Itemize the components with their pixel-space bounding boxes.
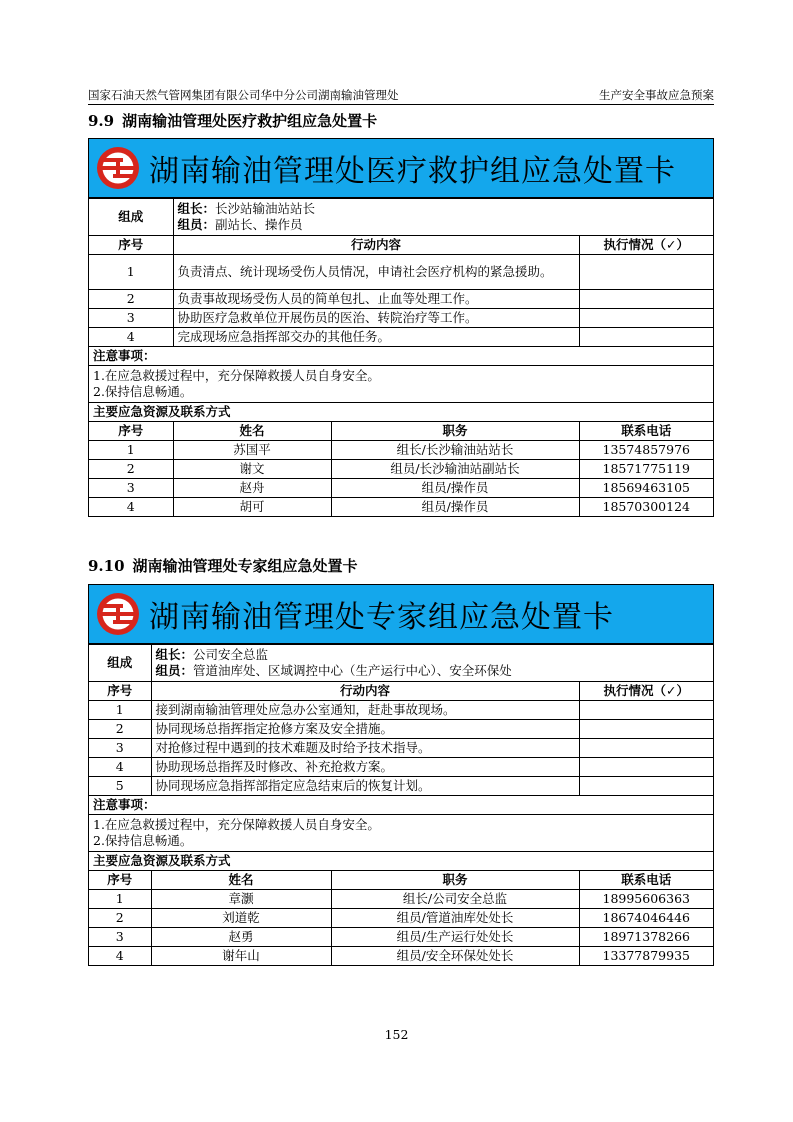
action-status-cell <box>579 777 713 796</box>
composition-label: 组成 <box>89 645 151 682</box>
action-text: 协同现场应急指挥部指定应急结束后的恢复计划。 <box>151 777 579 796</box>
action-row <box>89 701 713 720</box>
notes-table <box>89 795 713 870</box>
emergency-card <box>88 584 714 966</box>
contacts-table <box>89 870 713 965</box>
contact-header-name: 姓名 <box>151 871 331 890</box>
members-key: 组员： <box>177 217 216 232</box>
section-number: 9.10 <box>88 557 125 575</box>
members-key: 组员： <box>155 663 194 678</box>
contact-no: 3 <box>89 479 173 498</box>
contact-name: 章灏 <box>151 890 331 909</box>
section-title: 湖南输油管理处医疗救护组应急处置卡 <box>122 112 378 130</box>
emergency-card <box>88 138 714 517</box>
action-no: 5 <box>89 777 151 796</box>
members-value: 副站长、操作员 <box>215 217 303 232</box>
action-text: 对抢修过程中遇到的技术难题及时给予技术指导。 <box>151 739 579 758</box>
notes-table <box>89 346 713 421</box>
contact-row <box>89 498 713 517</box>
contact-header-phone: 联系电话 <box>579 871 713 890</box>
header-organization: 国家石油天然气管网集团有限公司华中分公司湖南输油管理处 <box>88 88 399 102</box>
contact-no: 1 <box>89 441 173 460</box>
contact-name: 刘道乾 <box>151 909 331 928</box>
contact-row <box>89 947 713 966</box>
action-header-content: 行动内容 <box>151 682 579 701</box>
contact-header-name: 姓名 <box>173 422 331 441</box>
page-header <box>88 86 714 105</box>
resources-title: 主要应急资源及联系方式 <box>89 403 713 422</box>
contact-no: 1 <box>89 890 151 909</box>
composition-detail <box>151 645 713 682</box>
action-status-cell <box>579 739 713 758</box>
action-status-cell <box>579 720 713 739</box>
contact-name: 谢年山 <box>151 947 331 966</box>
notes-body <box>89 366 713 403</box>
contact-phone: 18995606363 <box>579 890 713 909</box>
action-row <box>89 328 713 347</box>
action-no: 4 <box>89 328 173 347</box>
contact-no: 2 <box>89 460 173 479</box>
contact-no: 3 <box>89 928 151 947</box>
contact-role: 组员/操作员 <box>331 498 579 517</box>
contact-row <box>89 928 713 947</box>
action-status-cell <box>579 758 713 777</box>
contact-no: 4 <box>89 947 151 966</box>
leader-value: 公司安全总监 <box>193 647 269 662</box>
contact-row <box>89 441 713 460</box>
contact-name: 苏国平 <box>173 441 331 460</box>
card-title: 湖南输油管理处专家组应急处置卡 <box>149 600 614 635</box>
notes-title: 注意事项： <box>89 347 713 366</box>
action-no: 3 <box>89 739 151 758</box>
action-header-status: 执行情况（✓） <box>579 236 713 255</box>
action-row <box>89 758 713 777</box>
section-heading <box>88 555 358 576</box>
contact-name: 谢文 <box>173 460 331 479</box>
contact-header-role: 职务 <box>331 871 579 890</box>
action-row <box>89 290 713 309</box>
note-item: 1.在应急救援过程中，充分保障救援人员自身安全。 <box>93 817 380 832</box>
pipe-network-logo-icon <box>95 145 141 191</box>
contact-phone: 18674046446 <box>579 909 713 928</box>
action-no: 4 <box>89 758 151 777</box>
contact-name: 赵勇 <box>151 928 331 947</box>
contact-role: 组长/长沙输油站站长 <box>331 441 579 460</box>
page-number: 152 <box>384 1027 409 1042</box>
action-row <box>89 739 713 758</box>
action-row <box>89 309 713 328</box>
action-status-cell <box>579 309 713 328</box>
notes-body <box>89 815 713 852</box>
action-row <box>89 777 713 796</box>
contacts-table <box>89 421 713 516</box>
contact-phone: 18571775119 <box>579 460 713 479</box>
contact-row <box>89 890 713 909</box>
contact-no: 2 <box>89 909 151 928</box>
action-status-cell <box>579 255 713 290</box>
resources-title: 主要应急资源及联系方式 <box>89 852 713 871</box>
contact-header-phone: 联系电话 <box>579 422 713 441</box>
note-item: 2.保持信息畅通。 <box>93 384 193 399</box>
action-status-cell <box>579 290 713 309</box>
contact-name: 胡可 <box>173 498 331 517</box>
action-header-content: 行动内容 <box>173 236 579 255</box>
composition-table <box>89 198 713 235</box>
section-number: 9.9 <box>88 112 115 130</box>
action-no: 2 <box>89 290 173 309</box>
action-text: 完成现场应急指挥部交办的其他任务。 <box>173 328 579 347</box>
notes-title: 注意事项： <box>89 796 713 815</box>
contact-phone: 18971378266 <box>579 928 713 947</box>
section-heading <box>88 110 377 131</box>
action-header-no: 序号 <box>89 236 173 255</box>
action-text: 协同现场总指挥指定抢修方案及安全措施。 <box>151 720 579 739</box>
action-no: 3 <box>89 309 173 328</box>
contact-role: 组员/长沙输油站副站长 <box>331 460 579 479</box>
action-header-status: 执行情况（✓） <box>579 682 713 701</box>
action-status-cell <box>579 701 713 720</box>
action-text: 接到湖南输油管理处应急办公室通知，赶赴事故现场。 <box>151 701 579 720</box>
composition-label: 组成 <box>89 199 173 236</box>
contact-row <box>89 460 713 479</box>
contact-role: 组员/管道油库处处长 <box>331 909 579 928</box>
contact-header-no: 序号 <box>89 422 173 441</box>
action-no: 1 <box>89 255 173 290</box>
leader-key: 组长： <box>155 647 194 662</box>
pipe-network-logo-icon <box>95 591 141 637</box>
action-header-no: 序号 <box>89 682 151 701</box>
action-text: 负责事故现场受伤人员的简单包扎、止血等处理工作。 <box>173 290 579 309</box>
note-item: 1.在应急救援过程中，充分保障救援人员自身安全。 <box>93 368 380 383</box>
contact-header-no: 序号 <box>89 871 151 890</box>
action-text: 负责清点、统计现场受伤人员情况，申请社会医疗机构的紧急援助。 <box>173 255 579 290</box>
contact-phone: 13377879935 <box>579 947 713 966</box>
action-text: 协助现场总指挥及时修改、补充抢救方案。 <box>151 758 579 777</box>
composition-detail <box>173 199 713 236</box>
contact-role: 组员/生产运行处处长 <box>331 928 579 947</box>
contact-role: 组员/操作员 <box>331 479 579 498</box>
action-no: 1 <box>89 701 151 720</box>
header-document-title: 生产安全事故应急预案 <box>599 88 714 102</box>
members-value: 管道油库处、区域调控中心（生产运行中心）、安全环保处 <box>193 663 512 678</box>
leader-key: 组长： <box>177 201 216 216</box>
action-row <box>89 720 713 739</box>
card-banner <box>89 139 713 198</box>
contact-phone: 18569463105 <box>579 479 713 498</box>
action-table <box>89 235 713 346</box>
action-text: 协助医疗急救单位开展伤员的医治、转院治疗等工作。 <box>173 309 579 328</box>
contact-name: 赵舟 <box>173 479 331 498</box>
note-item: 2.保持信息畅通。 <box>93 833 193 848</box>
leader-value: 长沙站输油站站长 <box>215 201 316 216</box>
action-table <box>89 681 713 795</box>
composition-table <box>89 644 713 681</box>
contact-row <box>89 909 713 928</box>
action-row <box>89 255 713 290</box>
contact-row <box>89 479 713 498</box>
contact-header-role: 职务 <box>331 422 579 441</box>
card-title: 湖南输油管理处医疗救护组应急处置卡 <box>149 154 676 189</box>
contact-no: 4 <box>89 498 173 517</box>
section-title: 湖南输油管理处专家组应急处置卡 <box>132 557 358 575</box>
action-no: 2 <box>89 720 151 739</box>
contact-role: 组长/公司安全总监 <box>331 890 579 909</box>
card-banner <box>89 585 713 644</box>
contact-phone: 13574857976 <box>579 441 713 460</box>
contact-role: 组员/安全环保处处长 <box>331 947 579 966</box>
action-status-cell <box>579 328 713 347</box>
contact-phone: 18570300124 <box>579 498 713 517</box>
